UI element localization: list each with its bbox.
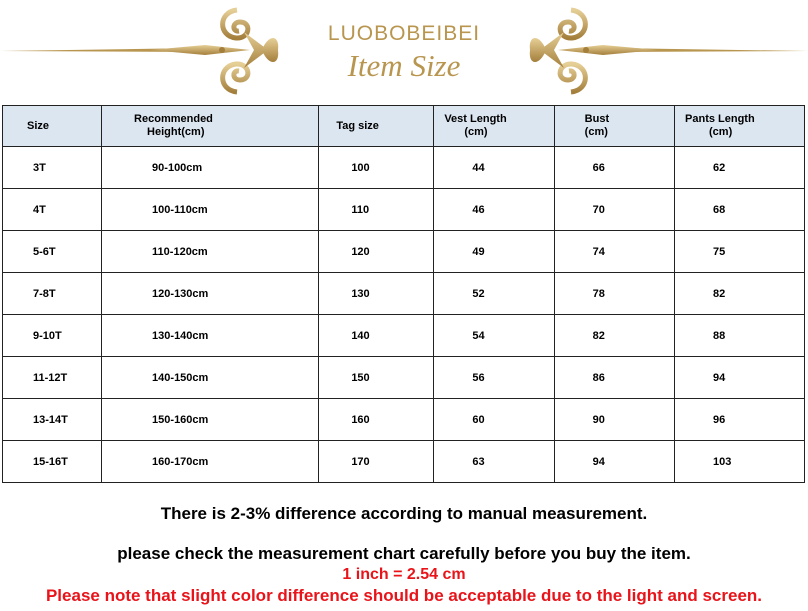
flourish-ornament-icon [528,4,808,96]
cell-size: 15-16T [3,441,102,483]
column-header-size: Size [3,106,102,147]
cell-vest-length: 54 [434,315,554,357]
column-header-tag-size: Tag size [319,106,434,147]
cell-height: 150-160cm [102,399,319,441]
cell-tag-size: 160 [319,399,434,441]
column-header-vest-length: Vest Length (cm) [434,106,554,147]
cell-vest-length: 46 [434,189,554,231]
table-row [3,189,805,231]
cell-pants-length: 68 [675,189,805,231]
cell-vest-length: 52 [434,273,554,315]
cell-height: 100-110cm [102,189,319,231]
cell-bust: 94 [554,441,674,483]
table-row [3,357,805,399]
cell-tag-size: 130 [319,273,434,315]
cell-pants-length: 62 [675,147,805,189]
table-row [3,231,805,273]
cell-height: 140-150cm [102,357,319,399]
cell-bust: 74 [554,231,674,273]
column-header-bust: Bust (cm) [554,106,674,147]
cell-tag-size: 120 [319,231,434,273]
table-row [3,399,805,441]
cell-tag-size: 140 [319,315,434,357]
cell-bust: 82 [554,315,674,357]
cell-tag-size: 100 [319,147,434,189]
flourish-ornament-icon [0,4,280,96]
cell-tag-size: 170 [319,441,434,483]
cell-size: 13-14T [3,399,102,441]
cell-size: 11-12T [3,357,102,399]
cell-size: 3T [3,147,102,189]
cell-vest-length: 56 [434,357,554,399]
table-row [3,441,805,483]
cell-size: 5-6T [3,231,102,273]
cell-height: 130-140cm [102,315,319,357]
cell-tag-size: 110 [319,189,434,231]
cell-pants-length: 94 [675,357,805,399]
cell-bust: 66 [554,147,674,189]
page-title: Item Size [347,48,461,83]
column-header-pants-length: Pants Length (cm) [675,106,805,147]
cell-bust: 90 [554,399,674,441]
cell-vest-length: 49 [434,231,554,273]
cell-height: 120-130cm [102,273,319,315]
cell-height: 160-170cm [102,441,319,483]
check-chart-note: please check the measurement chart carefully before you buy the item. [117,544,691,563]
table-row [3,273,805,315]
cell-pants-length: 82 [675,273,805,315]
header [0,0,808,100]
table-row [3,147,805,189]
table-header-row [3,106,805,147]
cell-pants-length: 75 [675,231,805,273]
cell-pants-length: 103 [675,441,805,483]
cell-tag-size: 150 [319,357,434,399]
cell-vest-length: 60 [434,399,554,441]
cell-bust: 70 [554,189,674,231]
cell-height: 90-100cm [102,147,319,189]
brand-name: LUOBOBEIBEI [327,22,481,45]
measurement-note: There is 2-3% difference according to manual measurement. [160,504,648,523]
cell-size: 7-8T [3,273,102,315]
cell-size: 9-10T [3,315,102,357]
color-difference-note: Please note that slight color difference should be acceptable due to the light and screen. [45,586,763,605]
size-table [2,105,805,483]
column-header-height: Recommended Height(cm) [102,106,319,147]
inch-conversion-note: 1 inch = 2.54 cm [342,566,466,583]
cell-pants-length: 96 [675,399,805,441]
table-row [3,315,805,357]
cell-size: 4T [3,189,102,231]
cell-vest-length: 63 [434,441,554,483]
cell-bust: 78 [554,273,674,315]
cell-bust: 86 [554,357,674,399]
cell-vest-length: 44 [434,147,554,189]
cell-height: 110-120cm [102,231,319,273]
cell-pants-length: 88 [675,315,805,357]
